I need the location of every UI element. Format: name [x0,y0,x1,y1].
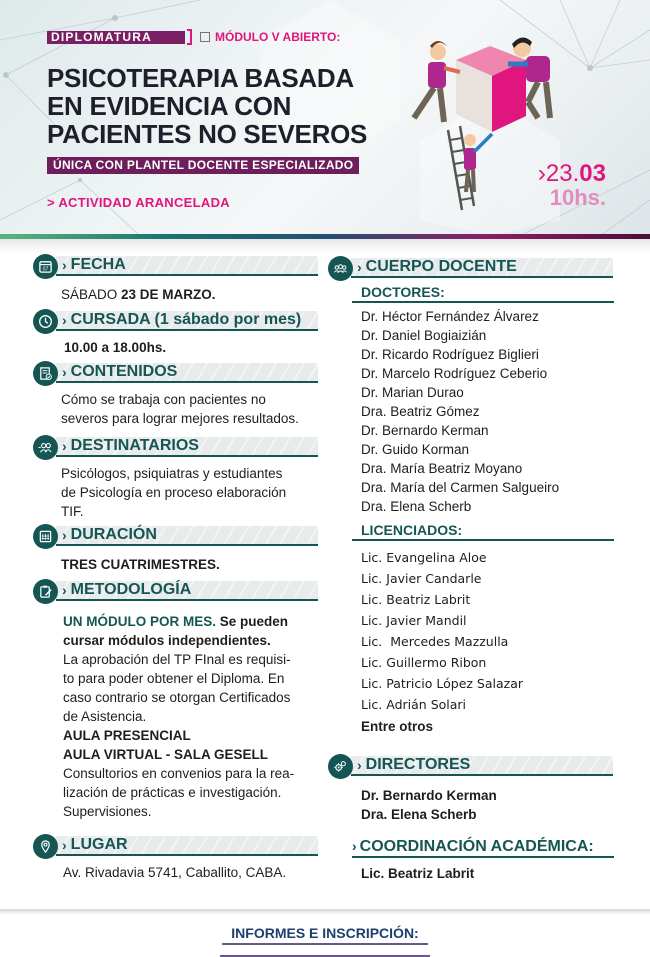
document-check-icon [33,361,58,386]
licenciado-item: Lic. Evangelina Aloe [361,550,487,565]
lugar-text: Av. Rivadavia 5741, Caballito, CABA. [63,865,287,880]
section-heading: › CUERPO DOCENTE [351,258,613,278]
doctor-item: Dr. Ricardo Rodríguez Biglieri [361,347,539,362]
directores-list: Dr. Bernardo Kerman Dra. Elena Scherb [361,788,497,822]
page-title [47,64,367,148]
location-pin-icon [33,834,58,859]
activity-label: > ACTIVIDAD ARANCELADA [47,195,230,210]
section-destinatarios [33,436,318,458]
date-day: 23. [545,160,580,187]
licenciados-list [361,547,523,715]
doctor-item: Dra. María del Carmen Salgueiro [361,480,560,495]
doctor-item: Dr. Daniel Bogiaizián [361,328,487,343]
people-icon [33,435,58,460]
licenciado-item: Lic. Javier Mandil [361,613,467,628]
section-duracion [33,525,318,547]
section-heading: › FECHA [56,256,318,276]
footer-divider [0,909,650,915]
section-heading: › DURACIÓN [56,526,318,546]
section-heading: › CURSADA (1 sábado por mes) [56,311,318,331]
tagline-badge: ÚNICA CON PLANTEL DOCENTE ESPECIALIZADO [47,157,359,174]
program-tag-row [47,30,340,44]
metodologia-text: UN MÓDULO POR MES. Se pueden cursar módulos independientes. La aprobación del TP FInal es requisi- to para poder obtener el Diploma. En caso contrario se otorgan Certificados de Asistencia. AULA PRESENCIAL AULA VIRTUAL - SALA GESELL Consultorios en convenios para la rea- lización de prácticas e investigación. Supervisiones. [63,612,323,821]
event-date [538,162,606,210]
calendar-grid-icon [33,524,58,549]
others-label: Entre otros [361,719,434,734]
licenciado-item: Lic. Mercedes Mazzulla [361,634,509,649]
section-cuerpo-docente [328,257,613,279]
licenciado-item: Lic. Patricio López Salazar [361,676,524,691]
doctores-label: DOCTORES: [352,284,614,303]
shadow-divider [0,239,650,253]
title-line: PSICOTERAPIA BASADA [47,63,354,93]
licenciado-item: Lic. Guillermo Ribon [361,655,487,670]
destinatarios-text: Psicólogos, psiquiatras y estudiantes de Psicología en proceso elaboración TIF. [61,466,287,519]
bracket-decoration [187,29,192,45]
header-banner [0,0,650,236]
doctor-item: Dr. Bernardo Kerman [361,423,489,438]
duracion-text: TRES CUATRIMESTRES. [61,557,220,572]
doctores-list [361,307,559,516]
clock-icon [33,309,58,334]
checkbox-icon [200,32,210,42]
section-lugar [33,835,318,857]
section-heading: › DESTINATARIOS [56,437,318,457]
metodologia-lead: UN MÓDULO POR MES. Se pueden [63,614,289,629]
licenciado-item: Lic. Javier Candarle [361,571,482,586]
title-line: EN EVIDENCIA CON [47,91,292,121]
doctor-item: Dra. Elena Scherb [361,499,472,514]
date-month: 03 [579,160,606,187]
informes-heading: INFORMES E INSCRIPCIÓN: [222,925,428,945]
gears-icon [328,754,353,779]
fecha-text: SÁBADO 23 DE MARZO. [61,287,216,302]
program-type-badge: DIPLOMATURA [47,31,185,44]
section-heading: › METODOLOGÍA [56,581,318,601]
section-directores [328,755,613,777]
module-label: MÓDULO V ABIERTO: [215,30,341,44]
doctor-item: Dra. Beatriz Gómez [361,404,480,419]
licenciado-item: Lic. Adrián Solari [361,697,467,712]
doctor-item: Dr. Guido Korman [361,442,470,457]
section-contenidos [33,362,318,384]
date-arrow: › [537,160,546,187]
svg-text:07: 07 [42,266,49,273]
group-icon [328,256,353,281]
event-time: 10hs. [549,185,606,210]
section-heading: › CONTENIDOS [56,363,318,383]
title-line: PACIENTES NO SEVEROS [47,119,368,149]
doctor-item: Dra. María Beatriz Moyano [361,461,523,476]
section-cursada [33,310,318,332]
licenciados-label: LICENCIADOS: [352,522,614,541]
cursada-text: 10.00 a 18.00hs. [64,340,167,355]
coordinacion-name: Lic. Beatriz Labrit [361,866,475,881]
section-heading: › LUGAR [56,836,318,856]
clipboard-pencil-icon [33,579,58,604]
calendar-icon [33,254,58,279]
doctor-item: Dr. Marcelo Rodríguez Ceberio [361,366,548,381]
section-metodologia [33,580,318,602]
licenciado-item: Lic. Beatriz Labrit [361,592,471,607]
coordinacion-heading: › COORDINACIÓN ACADÉMICA: [352,836,614,858]
doctor-item: Dr. Marian Durao [361,385,464,400]
date-line [538,162,606,186]
section-fecha [33,255,318,277]
contenidos-text: Cómo se trabaja con pacientes no severos para lograr mejores resultados. [61,392,299,426]
section-heading: › DIRECTORES [351,756,613,776]
doctor-item: Dr. Héctor Fernández Álvarez [361,309,539,324]
